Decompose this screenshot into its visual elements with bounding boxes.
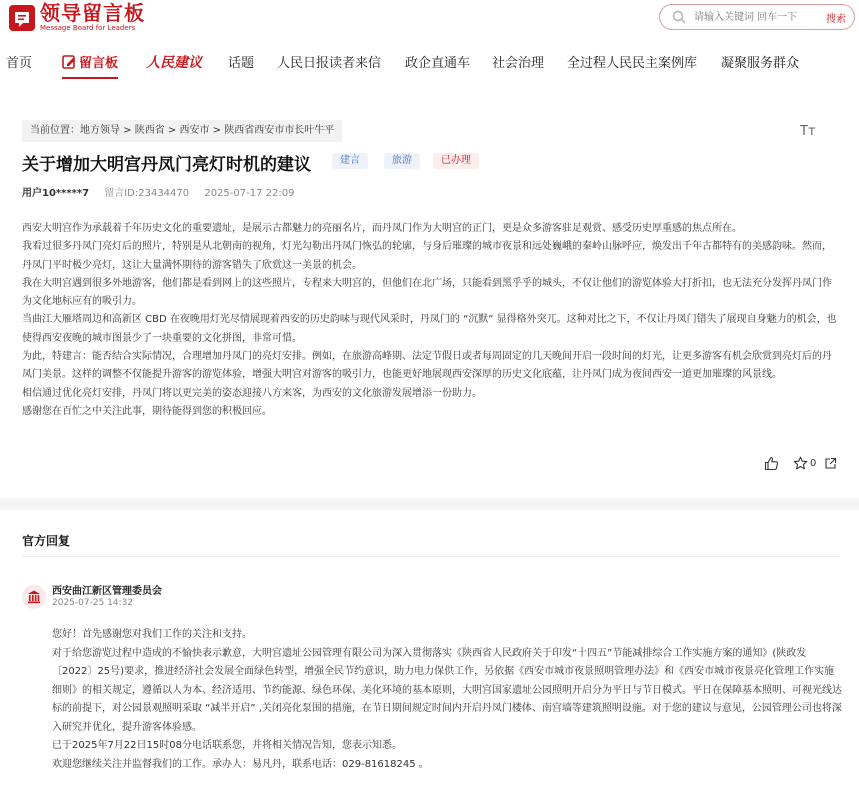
logo-mark-icon (8, 4, 36, 32)
top-header (0, 0, 859, 100)
nav-readers-letters[interactable]: 人民日报读者来信 (277, 56, 382, 71)
favorite-button[interactable] (793, 456, 816, 471)
message-user: 用户10*****7 (22, 188, 90, 199)
message-title: 关于增加大明宫丹凤门亮灯时机的建议 (22, 155, 311, 175)
nav-gov-enterprise[interactable]: 政企直通车 (405, 56, 471, 71)
reply-section-title: 官方回复 (22, 534, 71, 548)
message-date: 2025-07-17 22:09 (204, 188, 295, 199)
active-nav-underline (62, 77, 118, 79)
search-button[interactable]: 搜索 (826, 14, 846, 25)
reply-body (52, 626, 842, 774)
edit-note-icon (62, 55, 76, 69)
reply-org-name: 西安曲江新区管理委员会 (52, 586, 162, 597)
message-actions (750, 456, 837, 471)
favorite-count: 0 (810, 458, 817, 469)
logo-name-en: Message Board for Leaders (40, 24, 136, 32)
site-logo[interactable] (8, 2, 158, 34)
message-paragraph: 当曲江大雁塔周边和高新区 CBD 在夜晚用灯光尽情展现着西安的历史韵味与现代风采时，丹凤门的 “沉默” 显得格外突兀。这种对比之下，不仅让丹凤门错失了展现自身魅力的机会，也使得西安夜晚的城市图景少了一块重要的文化拼图，非常可惜。 (22, 314, 837, 344)
reply-paragraph: 欢迎您继续关注并监督我们的工作。承办人：易凡丹，联系电话：029-81618245 。 (52, 758, 429, 770)
tag-status-handled: 已办理 (433, 153, 479, 169)
tag-suggestion[interactable]: 建言 (332, 153, 368, 169)
nav-people-suggestion[interactable]: 人民建议 (146, 55, 202, 71)
nav-democracy-cases[interactable]: 全过程人民民主案例库 (567, 56, 698, 71)
font-size-icon[interactable]: Tт (800, 124, 816, 139)
reply-date: 2025-07-25 14:32 (52, 598, 134, 608)
logo-text (40, 2, 145, 33)
reply-paragraph: 对于给您游览过程中造成的不愉快表示歉意，大明宫遗址公园管理有限公司为深入贯彻落实《陕西省人民政府关于印发“十四五”节能减排综合工作实施方案的通知》(陕政发〔2022〕25号)要求，推进经济社会发展全面绿色转型，增强全民节约意识，助力电力保供工作，另依据《西安市城市夜景照明管理办法》和《西安市城市夜景亮化管理工作实施细则》的相关规定，遵循以人为本、经济适用、节约能源、绿色环保、美化环境的基本原则，大明宫国家遗址公园照明开启分为平日与节日模式。平日在保障基本照明、可视光线达标的前提下，对公园景观照明采取 “减半开启” ,关闭亮化泵围的措施，在节日期间规定时间内开启丹凤门楼体、南宫墙等建筑照明设施。对于您的建议与意见，公园管理公司也将深入研究并优化，提升游客体验感。 (52, 647, 842, 733)
share-button[interactable] (824, 457, 837, 470)
nav-home[interactable]: 首页 (6, 56, 33, 71)
message-paragraph: 相信通过优化亮灯安排，丹凤门将以更完美的姿态迎接八方来客，为西安的文化旅游发展增添一份助力。 (22, 387, 482, 399)
message-paragraph: 我看过很多丹凤门亮灯后的照片，特别是从北朝南的视角，灯光勾勒出丹凤门恢弘的轮廓，与身后璀璨的城市夜景和远处巍峨的秦岭山脉呼应，焕发出千年古都特有的美感韵味。然而，丹凤门平时极少亮灯，这让大量满怀期待的游客错失了欣赏这一美景的机会。 (22, 241, 832, 271)
nav-message-board-label: 留言板 (79, 56, 119, 71)
section-divider (22, 556, 840, 557)
thumbs-up-icon (764, 456, 779, 471)
like-button[interactable] (764, 456, 779, 471)
org-avatar (22, 585, 46, 609)
official-reply-card (0, 510, 859, 788)
star-icon (793, 456, 808, 471)
share-icon (824, 457, 837, 470)
nav-message-board[interactable] (62, 52, 118, 71)
logo-name-cn: 领导留言板 (40, 1, 145, 25)
nav-social-governance[interactable]: 社会治理 (492, 56, 545, 71)
main-nav (0, 46, 859, 76)
reply-paragraph: 您好！首先感谢您对我们工作的关注和支持。 (52, 629, 252, 640)
message-paragraph: 西安大明宫作为承载着千年历史文化的重要遗址，是展示古都魅力的亮丽名片，而丹凤门作为大明宫的正门，更是众多游客驻足观赏、感受历史厚重感的焦点所在。 (22, 223, 742, 234)
message-paragraph: 感谢您在百忙之中关注此事，期待能得到您的积极回应。 (22, 405, 272, 417)
message-body (22, 220, 840, 421)
breadcrumb[interactable]: 当前位置：地方领导 > 陕西省 > 西安市 > 陕西省西安市市长叶牛平 (22, 120, 342, 142)
message-paragraph: 为此，特建言：能否结合实际情况，合理增加丹凤门的亮灯安排。例如，在旅游高峰期、法定节假日或者每周固定的几天晚间开启一段时间的灯光，让更多游客有机会欣赏到亮灯后的丹凤门美景。这样的调整不仅能提升游客的游览体验，增强大明宫对游客的吸引力，也能更好地展现西安深厚的历史文化底蕴，让丹凤门成为夜间西安一道更加璀璨的风景线。 (22, 351, 832, 381)
nav-topics[interactable]: 话题 (228, 56, 255, 71)
message-id: 留言ID:23434470 (104, 188, 190, 199)
message-card (0, 98, 859, 498)
search-input[interactable] (692, 8, 816, 26)
reply-paragraph: 已于2025年7月22日15时08分电话联系您，并将相关情况告知，您表示知悉。 (52, 740, 402, 751)
message-meta (22, 184, 294, 199)
search-box[interactable] (659, 4, 855, 30)
nav-serve-people[interactable]: 凝聚服务群众 (721, 56, 800, 71)
search-icon (672, 10, 686, 24)
tag-tourism[interactable]: 旅游 (384, 153, 420, 169)
government-building-icon (22, 585, 46, 609)
message-paragraph: 我在大明宫遇到很多外地游客，他们都是看到网上的这些照片，专程来大明宫的，但他们在北广场，只能看到黑乎乎的城头，不仅让他们的游览体验大打折扣，也无法充分发挥丹凤门作为文化地标应有的吸引力。 (22, 277, 832, 308)
